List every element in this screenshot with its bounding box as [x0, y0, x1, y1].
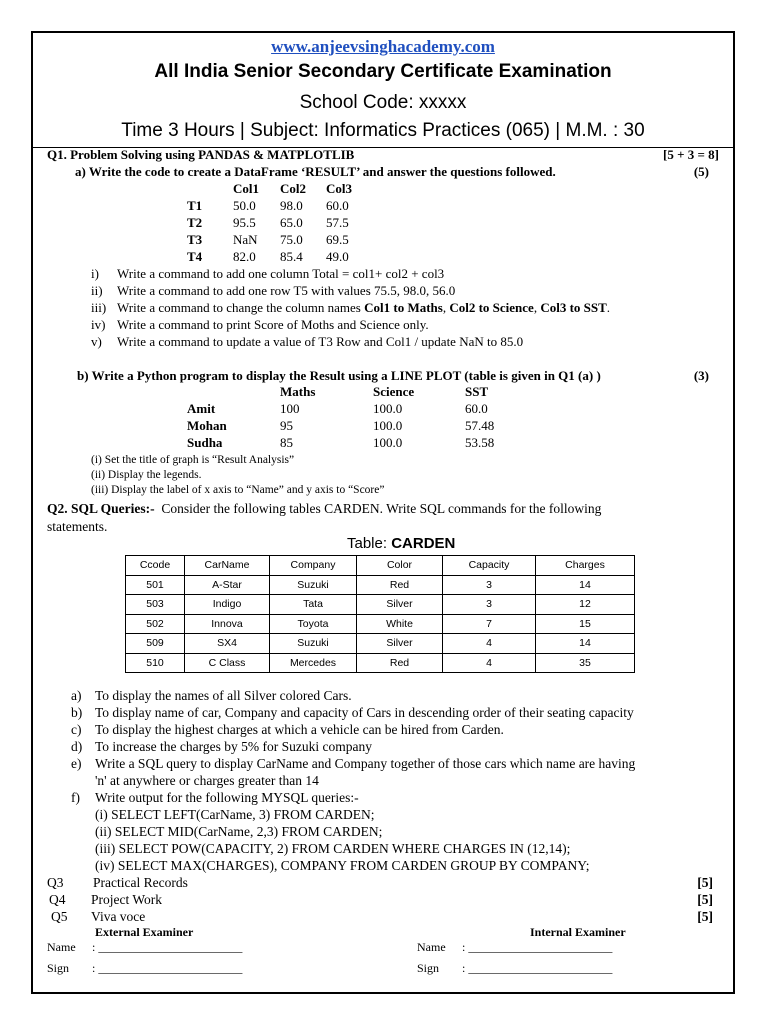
- column-header: CarName: [185, 556, 270, 576]
- item-text: Write output for the following MYSQL queries:-: [95, 790, 359, 805]
- table-cell: 4: [443, 634, 536, 654]
- sign-label: Sign: [417, 961, 440, 975]
- df-cell: 82.0: [233, 249, 256, 264]
- df-cell: 95.5: [233, 215, 256, 230]
- item-num: b): [71, 705, 83, 720]
- df-cell: 57.5: [326, 215, 349, 230]
- table-cell: 501: [126, 575, 185, 595]
- table-cell: Red: [357, 653, 443, 673]
- column-header: Company: [270, 556, 357, 576]
- plot-cell: 60.0: [465, 401, 488, 416]
- external-examiner-label: External Examiner: [95, 925, 194, 939]
- table-cell: 3: [443, 595, 536, 615]
- df-index: T1: [187, 198, 203, 213]
- df-cell: 75.0: [280, 232, 303, 247]
- df-cell: 98.0: [280, 198, 303, 213]
- table-cell: Suzuki: [270, 575, 357, 595]
- table-cell: 502: [126, 614, 185, 634]
- sql-query: (iii) SELECT POW(CAPACITY, 2) FROM CARDEN WHERE CHARGES IN (12,14);: [95, 841, 571, 856]
- carden-table: [125, 555, 635, 673]
- df-cell: 65.0: [280, 215, 303, 230]
- table-cell: 510: [126, 653, 185, 673]
- q2-intro: Q2. SQL Queries:- Consider the following tables CARDEN. Write SQL commands for the following: [47, 501, 602, 516]
- q5-marks: [5]: [697, 909, 713, 924]
- q1b-sub: (ii) Display the legends.: [91, 469, 202, 481]
- df-index: T4: [187, 249, 203, 264]
- subq-num: iv): [91, 317, 106, 332]
- df-header: Col2: [280, 181, 306, 196]
- subq-num: v): [91, 334, 102, 349]
- df-cell: 85.4: [280, 249, 303, 264]
- q1a-marks: (5): [693, 164, 709, 179]
- plot-cell: 95: [280, 418, 293, 433]
- table-cell: 7: [443, 614, 536, 634]
- table-cell: 14: [536, 575, 635, 595]
- item-num: a): [71, 688, 82, 703]
- q1a-text: a) Write the code to create a DataFrame ‘RESULT’ and answer the questions followed.: [75, 164, 556, 179]
- item-text: To display the highest charges at which a vehicle can be hired from Carden.: [95, 722, 504, 737]
- sql-query: (ii) SELECT MID(CarName, 2,3) FROM CARDEN;: [95, 824, 383, 839]
- sign-field[interactable]: : ________________________: [462, 961, 613, 975]
- subq-text: Write a command to add one column Total = col1+ col2 + col3: [117, 266, 445, 281]
- table-cell: 15: [536, 614, 635, 634]
- plot-cell: 53.58: [465, 435, 495, 450]
- sign-label: Sign: [47, 961, 70, 975]
- q3-num: Q3: [47, 875, 64, 890]
- item-text: To increase the charges by 5% for Suzuki company: [95, 739, 372, 754]
- plot-cell: 100.0: [373, 418, 403, 433]
- plot-cell: 100: [280, 401, 300, 416]
- q1-marks: [5 + 3 = 8]: [663, 147, 719, 162]
- item-text-cont: 'n' at anywhere or charges greater than 14: [95, 773, 319, 788]
- table-row: [126, 575, 635, 595]
- q1b-text: b) Write a Python program to display the Result using a LINE PLOT (table is given in Q1 (a) ): [77, 368, 601, 383]
- q3-text: Practical Records: [93, 875, 188, 890]
- q2-intro-cont: statements.: [47, 519, 108, 534]
- df-cell: 60.0: [326, 198, 349, 213]
- q1-title: Q1. Problem Solving using PANDAS & MATPLOTLIB: [47, 147, 355, 162]
- name-label: Name: [417, 940, 446, 954]
- column-header: Charges: [536, 556, 635, 576]
- subq-text: Write a command to add one row T5 with values 75.5, 98.0, 56.0: [117, 283, 456, 298]
- plot-cell: 85: [280, 435, 293, 450]
- table-cell: Tata: [270, 595, 357, 615]
- table-cell: Silver: [357, 595, 443, 615]
- table-cell: 3: [443, 575, 536, 595]
- table-cell: 12: [536, 595, 635, 615]
- q5-text: Viva voce: [91, 909, 146, 924]
- item-num: c): [71, 722, 82, 737]
- exam-title: All India Senior Secondary Certificate Examination: [154, 61, 612, 82]
- name-field[interactable]: : ________________________: [92, 940, 243, 954]
- table-cell: 509: [126, 634, 185, 654]
- column-header: Capacity: [443, 556, 536, 576]
- exam-meta: Time 3 Hours | Subject: Informatics Practices (065) | M.M. : 30: [121, 120, 645, 141]
- table-cell: White: [357, 614, 443, 634]
- q5-num: Q5: [51, 909, 68, 924]
- table-cell: Red: [357, 575, 443, 595]
- table-caption: Table: CARDEN: [347, 535, 456, 552]
- df-cell: NaN: [233, 232, 258, 247]
- item-num: f): [71, 790, 80, 805]
- table-row: [126, 595, 635, 615]
- subq-num: ii): [91, 283, 103, 298]
- table-row: [126, 614, 635, 634]
- column-header: Color: [357, 556, 443, 576]
- item-text: To display name of car, Company and capacity of Cars in descending order of their seating capacity: [95, 705, 634, 720]
- plot-header: Maths: [280, 384, 316, 399]
- plot-header: SST: [465, 384, 489, 399]
- internal-examiner-label: Internal Examiner: [530, 925, 626, 939]
- table-cell: 503: [126, 595, 185, 615]
- item-num: d): [71, 739, 83, 754]
- plot-row-name: Sudha: [187, 435, 223, 450]
- q3-marks: [5]: [697, 875, 713, 890]
- sql-query: (i) SELECT LEFT(CarName, 3) FROM CARDEN;: [95, 807, 375, 822]
- table-cell: C Class: [185, 653, 270, 673]
- df-cell: 50.0: [233, 198, 256, 213]
- item-text: Write a SQL query to display CarName and Company together of those cars which name are having: [95, 756, 636, 771]
- item-text: To display the names of all Silver colored Cars.: [95, 688, 352, 703]
- plot-cell: 100.0: [373, 435, 403, 450]
- sign-field[interactable]: : ________________________: [92, 961, 243, 975]
- subq-num: i): [91, 266, 99, 281]
- df-header: Col3: [326, 181, 352, 196]
- df-index: T2: [187, 215, 203, 230]
- table-cell: Indigo: [185, 595, 270, 615]
- exam-paper: [31, 31, 735, 994]
- plot-header: Science: [373, 384, 415, 399]
- subq-text: Write a command to update a value of T3 Row and Col1 / update NaN to 85.0: [117, 334, 524, 349]
- table-header-row: [126, 556, 635, 576]
- q1b-sub: (iii) Display the label of x axis to “Name” and y axis to “Score”: [91, 484, 385, 496]
- table-cell: 14: [536, 634, 635, 654]
- plot-row-name: Amit: [187, 401, 216, 416]
- table-cell: Mercedes: [270, 653, 357, 673]
- table-cell: 4: [443, 653, 536, 673]
- table-cell: Suzuki: [270, 634, 357, 654]
- sql-query: (iv) SELECT MAX(CHARGES), COMPANY FROM CARDEN GROUP BY COMPANY;: [95, 858, 590, 873]
- table-row: [126, 634, 635, 654]
- df-header: Col1: [233, 181, 259, 196]
- q4-num: Q4: [49, 892, 66, 907]
- school-code: School Code: xxxxx: [299, 92, 467, 113]
- q1b-sub: (i) Set the title of graph is “Result Analysis”: [91, 454, 295, 466]
- table-cell: SX4: [185, 634, 270, 654]
- q1b-marks: (3): [693, 368, 709, 383]
- plot-row-name: Mohan: [187, 418, 227, 433]
- q4-text: Project Work: [91, 892, 163, 907]
- df-cell: 69.5: [326, 232, 349, 247]
- name-label: Name: [47, 940, 76, 954]
- table-cell: Innova: [185, 614, 270, 634]
- table-row: [126, 653, 635, 673]
- subq-text: Write a command to change the column names Col1 to Maths, Col2 to Science, Col3 to SST.: [117, 300, 611, 315]
- q2-title: Q2. SQL Queries:-: [47, 501, 155, 516]
- q4-marks: [5]: [697, 892, 713, 907]
- subq-text: Write a command to print Score of Moths and Science only.: [117, 317, 429, 332]
- website-link[interactable]: www.anjeevsinghacademy.com: [271, 37, 495, 56]
- table-cell: Silver: [357, 634, 443, 654]
- plot-cell: 100.0: [373, 401, 403, 416]
- table-cell: 35: [536, 653, 635, 673]
- df-cell: 49.0: [326, 249, 349, 264]
- item-num: e): [71, 756, 82, 771]
- plot-cell: 57.48: [465, 418, 495, 433]
- table-cell: A-Star: [185, 575, 270, 595]
- subq-num: iii): [91, 300, 107, 315]
- name-field[interactable]: : ________________________: [462, 940, 613, 954]
- table-cell: Toyota: [270, 614, 357, 634]
- column-header: Ccode: [126, 556, 185, 576]
- df-index: T3: [187, 232, 203, 247]
